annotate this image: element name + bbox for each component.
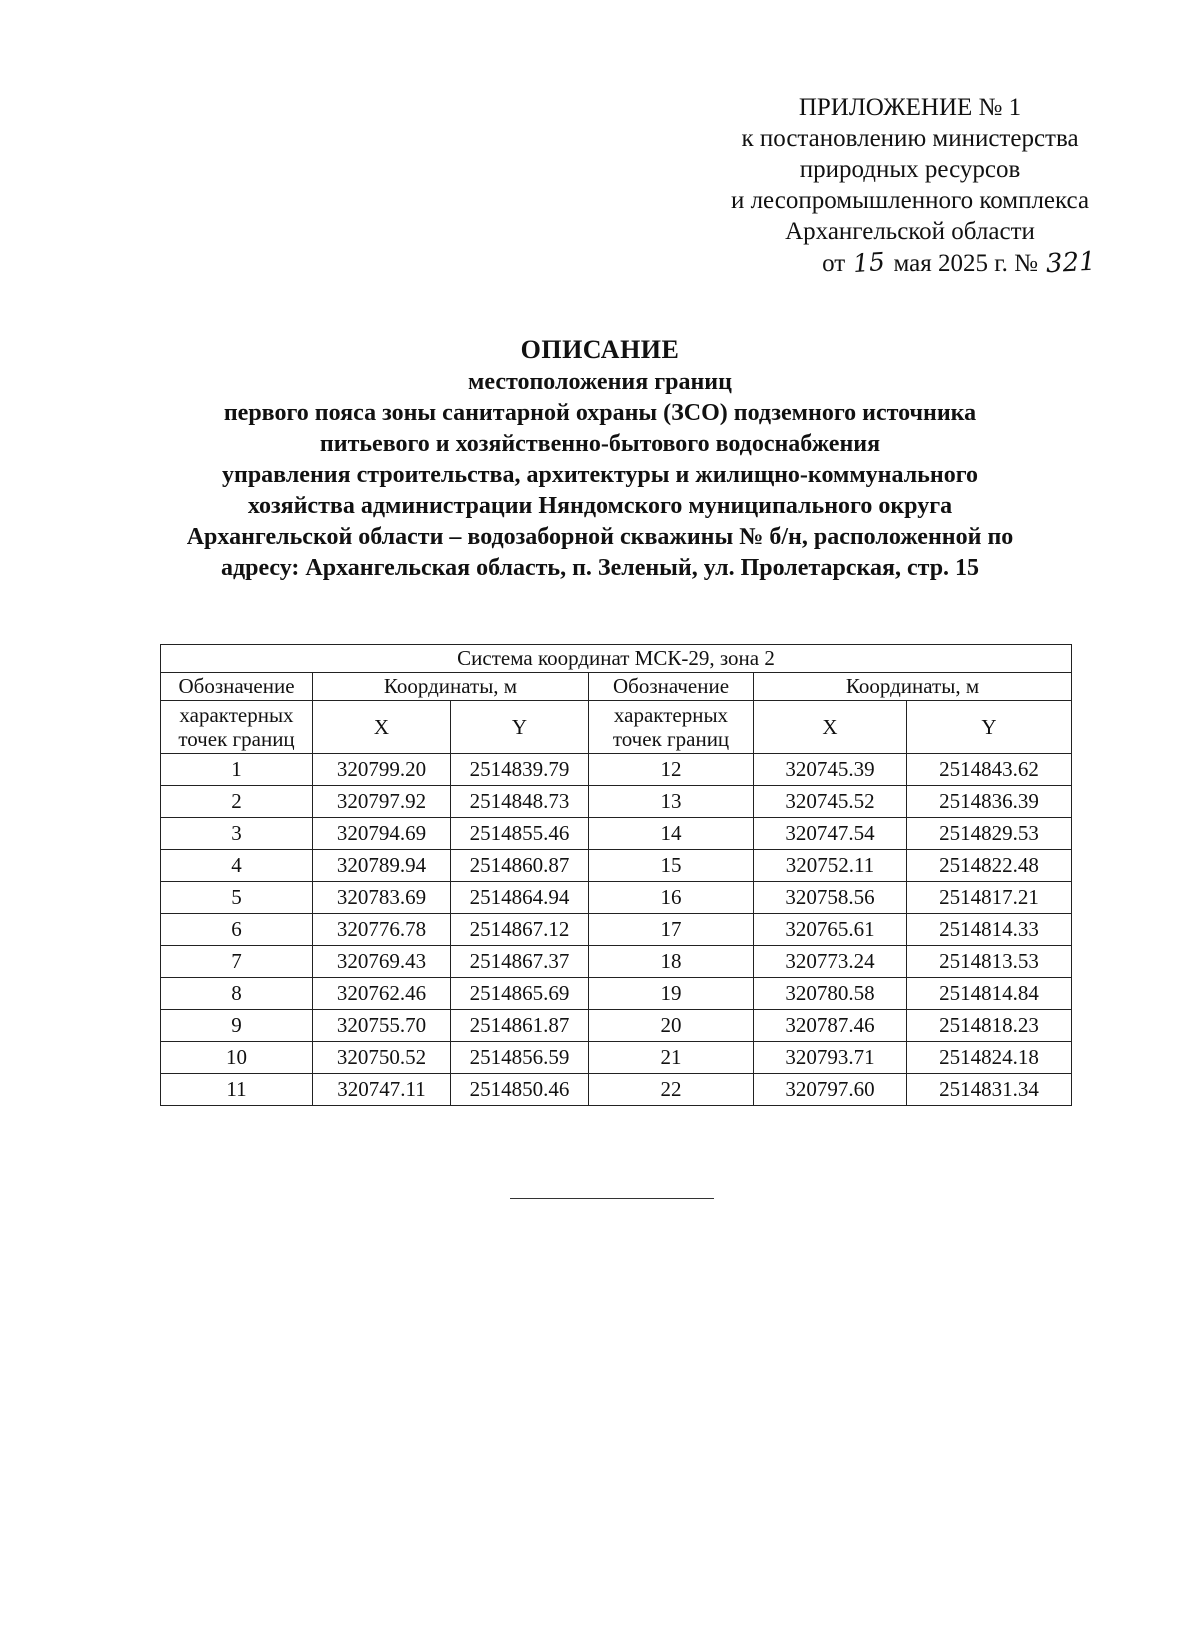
y-value: 2514864.94 xyxy=(451,882,589,914)
y-value: 2514860.87 xyxy=(451,850,589,882)
coordinates-table-body xyxy=(161,754,1072,1106)
y-value: 2514867.37 xyxy=(451,946,589,978)
heading-line: первого пояса зоны санитарной охраны (ЗСО) подземного источника xyxy=(223,400,977,426)
x-value: 320794.69 xyxy=(313,818,451,850)
point-number: 15 xyxy=(589,850,754,882)
heading-line: местоположения границ xyxy=(468,369,732,395)
table-row xyxy=(161,978,1072,1010)
heading-line: адресу: Архангельская область, п. Зеленый, ул. Пролетарская, стр. 15 xyxy=(220,555,980,581)
y-value: 2514836.39 xyxy=(907,786,1072,818)
point-number: 3 xyxy=(161,818,313,850)
table-row xyxy=(161,850,1072,882)
annex-line: и лесопромышленного комплекса xyxy=(730,187,1090,214)
coordinate-system-header: Система координат МСК-29, зона 2 xyxy=(161,645,1072,673)
point-number: 5 xyxy=(161,882,313,914)
date-prefix: от xyxy=(822,250,846,277)
x-value: 320745.39 xyxy=(754,754,907,786)
y-value: 2514855.46 xyxy=(451,818,589,850)
x-value: 320758.56 xyxy=(754,882,907,914)
y-value: 2514829.53 xyxy=(907,818,1072,850)
table-row xyxy=(161,914,1072,946)
handwritten-date-day: 15 xyxy=(852,246,887,279)
x-value: 320747.11 xyxy=(313,1074,451,1106)
table-row xyxy=(161,754,1072,786)
y-header-1: Y xyxy=(451,701,589,754)
x-value: 320762.46 xyxy=(313,978,451,1010)
x-header-2: X xyxy=(754,701,907,754)
point-number: 7 xyxy=(161,946,313,978)
y-value: 2514856.59 xyxy=(451,1042,589,1074)
point-number: 4 xyxy=(161,850,313,882)
point-number: 6 xyxy=(161,914,313,946)
x-value: 320799.20 xyxy=(313,754,451,786)
heading-line: управления строительства, архитектуры и жилищно-коммунального xyxy=(222,462,978,488)
x-value: 320793.71 xyxy=(754,1042,907,1074)
y-value: 2514813.53 xyxy=(907,946,1072,978)
y-value: 2514861.87 xyxy=(451,1010,589,1042)
point-number: 8 xyxy=(161,978,313,1010)
table-row xyxy=(161,1010,1072,1042)
x-value: 320750.52 xyxy=(313,1042,451,1074)
x-value: 320745.52 xyxy=(754,786,907,818)
coords-header-2: Координаты, м xyxy=(754,673,1072,701)
point-number: 9 xyxy=(161,1010,313,1042)
heading-line: Архангельской области – водозаборной скважины № б/н, расположенной по xyxy=(186,524,1014,550)
table-row xyxy=(161,1074,1072,1106)
table-row xyxy=(161,786,1072,818)
annex-date-line xyxy=(690,247,1130,279)
document-heading xyxy=(120,334,1080,584)
y-value: 2514824.18 xyxy=(907,1042,1072,1074)
annex-title: ПРИЛОЖЕНИЕ № 1 xyxy=(798,94,1022,121)
y-value: 2514839.79 xyxy=(451,754,589,786)
y-value: 2514831.34 xyxy=(907,1074,1072,1106)
heading-line: хозяйства администрации Няндомского муниципального округа xyxy=(247,493,953,519)
x-value: 320773.24 xyxy=(754,946,907,978)
point-number: 14 xyxy=(589,818,754,850)
x-header-1: X xyxy=(313,701,451,754)
y-value: 2514843.62 xyxy=(907,754,1072,786)
x-value: 320789.94 xyxy=(313,850,451,882)
coords-header-1: Координаты, м xyxy=(313,673,589,701)
y-value: 2514817.21 xyxy=(907,882,1072,914)
point-header-2-bottom: характерных точек границ xyxy=(589,701,754,754)
handwritten-doc-number: 321 xyxy=(1045,246,1097,280)
point-number: 10 xyxy=(161,1042,313,1074)
point-number: 2 xyxy=(161,786,313,818)
point-header-1-bottom: характерных точек границ xyxy=(161,701,313,754)
table-row xyxy=(161,946,1072,978)
x-value: 320776.78 xyxy=(313,914,451,946)
point-number: 13 xyxy=(589,786,754,818)
x-value: 320755.70 xyxy=(313,1010,451,1042)
point-number: 16 xyxy=(589,882,754,914)
x-value: 320787.46 xyxy=(754,1010,907,1042)
point-number: 17 xyxy=(589,914,754,946)
y-value: 2514848.73 xyxy=(451,786,589,818)
x-value: 320747.54 xyxy=(754,818,907,850)
annex-line: Архангельской области xyxy=(785,218,1035,245)
annex-line: к постановлению министерства xyxy=(741,125,1079,152)
annex-block xyxy=(690,92,1130,279)
x-value: 320752.11 xyxy=(754,850,907,882)
y-value: 2514822.48 xyxy=(907,850,1072,882)
table-row xyxy=(161,818,1072,850)
page-title: ОПИСАНИЕ xyxy=(520,335,680,364)
point-number: 12 xyxy=(589,754,754,786)
point-number: 22 xyxy=(589,1074,754,1106)
annex-line: природных ресурсов xyxy=(799,156,1021,183)
x-value: 320769.43 xyxy=(313,946,451,978)
y-value: 2514814.33 xyxy=(907,914,1072,946)
point-number: 20 xyxy=(589,1010,754,1042)
point-header-1-top: Обозначение xyxy=(161,673,313,701)
x-value: 320797.92 xyxy=(313,786,451,818)
y-value: 2514867.12 xyxy=(451,914,589,946)
coordinates-table xyxy=(160,644,1072,1106)
point-number: 11 xyxy=(161,1074,313,1106)
point-number: 1 xyxy=(161,754,313,786)
x-value: 320765.61 xyxy=(754,914,907,946)
y-value: 2514850.46 xyxy=(451,1074,589,1106)
y-value: 2514818.23 xyxy=(907,1010,1072,1042)
heading-line: питьевого и хозяйственно-бытового водоснабжения xyxy=(319,431,881,457)
closing-divider xyxy=(510,1198,714,1199)
table-row xyxy=(161,1042,1072,1074)
point-number: 21 xyxy=(589,1042,754,1074)
y-header-2: Y xyxy=(907,701,1072,754)
table-row xyxy=(161,882,1072,914)
y-value: 2514814.84 xyxy=(907,978,1072,1010)
x-value: 320797.60 xyxy=(754,1074,907,1106)
point-header-2-top: Обозначение xyxy=(589,673,754,701)
x-value: 320780.58 xyxy=(754,978,907,1010)
point-number: 18 xyxy=(589,946,754,978)
x-value: 320783.69 xyxy=(313,882,451,914)
date-rest: мая 2025 г. № xyxy=(893,250,1039,277)
y-value: 2514865.69 xyxy=(451,978,589,1010)
point-number: 19 xyxy=(589,978,754,1010)
